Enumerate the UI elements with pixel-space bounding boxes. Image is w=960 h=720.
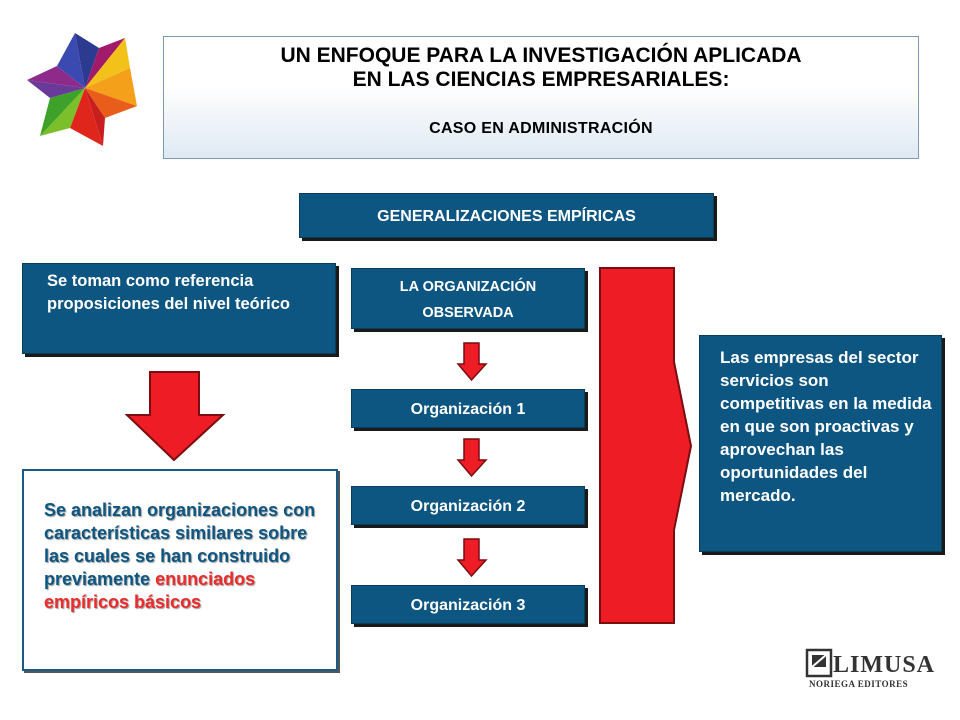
limusa-mark-icon xyxy=(805,648,835,680)
logo-star-icon xyxy=(26,28,144,148)
left-bottom-emphasis: enunciados empíricos básicos xyxy=(44,569,256,612)
left-bottom-box xyxy=(22,469,338,671)
title-line-1: UN ENFOQUE PARA LA INVESTIGACIÓN APLICADA xyxy=(280,44,802,67)
observed-line-1: LA ORGANIZACIÓN xyxy=(399,279,537,295)
left-bottom-text: Se analizan organizaciones con características similares sobre las cuales se han construido previamente xyxy=(44,500,316,589)
publisher-subtitle: NORIEGA EDITORES xyxy=(809,679,909,689)
organizacion-1-box: Organización 1 xyxy=(351,389,585,428)
generalizaciones-box: GENERALIZACIONES EMPÍRICAS xyxy=(299,193,714,238)
left-top-box: Se toman como referencia proposiciones del nivel teórico xyxy=(22,263,336,354)
title-box xyxy=(163,36,919,159)
small-down-arrow-2 xyxy=(456,438,488,478)
publisher-name: LIMUSA xyxy=(833,652,936,678)
right-arrow xyxy=(598,266,694,626)
small-down-arrow-3 xyxy=(456,538,488,578)
small-down-arrow-1 xyxy=(456,342,488,382)
organizacion-2-box: Organización 2 xyxy=(351,486,585,525)
organizacion-observada-box xyxy=(351,268,585,329)
conclusion-box: Las empresas del sector servicios son competitivas en la medida en que son proactivas y aprovechan las oportunidades del mercado. xyxy=(699,335,942,552)
title-line-2: EN LAS CIENCIAS EMPRESARIALES: xyxy=(352,68,730,91)
subtitle: CASO EN ADMINISTRACIÓN xyxy=(429,120,653,137)
observed-line-2: OBSERVADA xyxy=(422,305,514,321)
left-down-arrow xyxy=(124,370,226,462)
organizacion-3-box: Organización 3 xyxy=(351,585,585,624)
limusa-logo xyxy=(805,648,936,690)
